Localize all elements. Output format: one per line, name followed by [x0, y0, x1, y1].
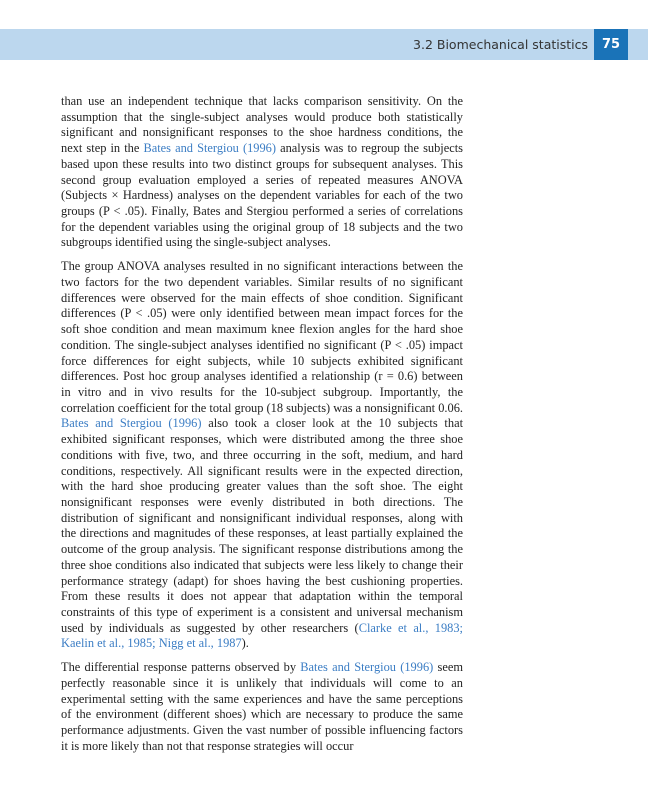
- text-run: also took a closer look at the 10 subjects that exhibited significant responses, which were distributed among the three shoe conditions with five, two, and three occurring in the soft, medium, and hard conditions, respectively. All significant results were in the expected direction, with the hard shoe producing greater values than the soft shoe. The eight nonsignificant responses were evenly distributed in both directions. The distribution of significant and nonsignificant individual responses, along with the directions and magnitudes of these responses, at least partially explained the outcome of the group analysis. The significant response distributions among the three shoe conditions also indicated that subjects were less likely to change their performance strategy (adapt) for shoes having the best cushioning properties. From these results it does not appear that adaptation within the temporal constraints of this type of experiment is a consistent and universal mechanism used by individuals as suggested by other researchers (: [61, 416, 464, 635]
- citation-link[interactable]: Bates and Stergiou (1996): [300, 660, 434, 675]
- text-run: The differential response patterns observed by: [61, 660, 301, 675]
- citation-link[interactable]: Clarke et al., 1983; Kaelin et al., 1985; Nigg et al., 1987: [61, 620, 464, 651]
- text-run: ).: [241, 636, 249, 651]
- body-text: [61, 94, 463, 762]
- page-number-box: [594, 29, 628, 60]
- text-run: The group ANOVA analyses resulted in no significant interactions between the two factors for the two dependent variables. Similar results of no significant differences were observed for the main effects of shoe condition. Significant differences (P < .05) were only identified between mean impact forces for the soft shoe condition and mean maximum knee flexion angles for the hard shoe condition. The single-subject analyses identified no significant (P < .05) impact force differences for eight subjects, while 10 subjects exhibited significant differences. Post hoc group analyses identified a relationship (r = 0.6) between in vitro and in vivo results for the 10-subject subgroup. Importantly, the correlation coefficient for the total group (18 subjects) was a nonsignificant 0.06.: [61, 259, 463, 415]
- text-run: than use an independent technique that lacks comparison sensitivity. On the assumption that the single-subject analyses would produce both statistically significant and nonsignificant responses to the shoe hardness conditions, the next step in the: [61, 94, 463, 156]
- citation-link[interactable]: Bates and Stergiou (1996): [143, 141, 276, 156]
- paragraph: [61, 259, 463, 652]
- running-header: [0, 29, 648, 60]
- page-number: 75: [601, 37, 621, 52]
- paragraph: [61, 660, 463, 754]
- citation-link[interactable]: Bates and Stergiou (1996): [61, 416, 202, 431]
- text-run: analysis was to regroup the subjects based upon these results into two distinct groups for subsequent analyses. This second group evaluation employed a series of repeated measures ANOVA (Subjects × Hardness) analyses on the dependent variables for each of the two groups (P < .05). Finally, Bates and Stergiou performed a series of correlations for the dependent variables using the original group of 18 subjects and the two subgroups identified using the single-subject analyses.: [61, 141, 463, 250]
- paragraph: [61, 94, 463, 251]
- text-run: seem perfectly reasonable since it is unlikely that individuals will come to an experimental setting with the same experiences and have the same perceptions of the environment (different shoes) which are necessary to produce the same performance adjustments. Given the vast number of possible influencing factors it is more likely than not that response strategies will occur: [61, 660, 463, 753]
- section-title: 3.2 Biomechanical statistics: [413, 37, 588, 52]
